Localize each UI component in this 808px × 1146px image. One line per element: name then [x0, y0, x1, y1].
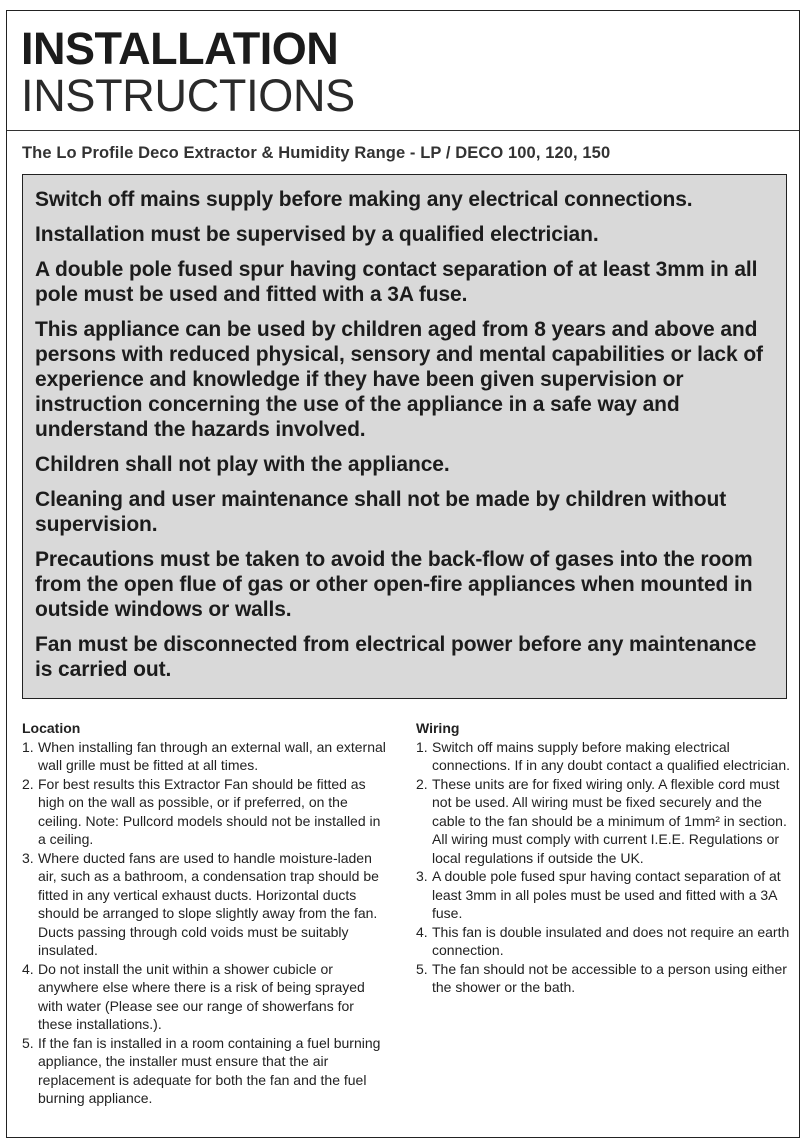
list-item [416, 775, 796, 868]
item-text: If the fan is installed in a room containing a fuel burning appliance, the installer must ensure that the air replacement is adequate for both the fan and the fuel burning appliance. [38, 1034, 381, 1106]
list-item [416, 738, 796, 775]
item-text: For best results this Extractor Fan should be fitted as high on the wall as possible, or if preferred, on the ceiling. Note: Pullcord models should not be installed in a ceiling. [38, 775, 381, 847]
item-number: 2. [22, 775, 34, 792]
wiring-heading: Wiring [416, 720, 460, 736]
list-item [22, 738, 387, 775]
list-item [416, 923, 796, 960]
item-text: When installing fan through an external wall, an external wall grille must be fitted at all times. [38, 738, 386, 773]
warning-item: Cleaning and user maintenance shall not be made by children without supervision. [35, 488, 727, 536]
item-text: A double pole fused spur having contact separation of at least 3mm in all poles must be used and fitted with a 3A fuse. [432, 868, 781, 921]
title-block [21, 25, 355, 119]
item-text: Do not install the unit within a shower cubicle or anywhere else where there is a risk of being sprayed with water (Please see our range of showerfans for these installations.). [38, 960, 365, 1032]
title-divider [7, 130, 799, 131]
list-item [416, 867, 796, 923]
item-text: The fan should not be accessible to a person using either the shower or the bath. [432, 960, 787, 995]
warning-item: Children shall not play with the appliance. [35, 453, 450, 476]
warning-item: A double pole fused spur having contact separation of at least 3mm in all pole must be used and fitted with a 3A fuse. [35, 258, 758, 306]
item-text: This fan is double insulated and does not require an earth connection. [432, 923, 790, 958]
title-instructions: INSTRUCTIONS [21, 70, 355, 121]
warning-item: Switch off mains supply before making any electrical connections. [35, 188, 693, 211]
list-item [22, 960, 387, 1034]
item-number: 1. [22, 738, 34, 755]
warning-item: Installation must be supervised by a qualified electrician. [35, 223, 599, 246]
page-frame [6, 10, 800, 1138]
location-section [22, 719, 387, 1108]
wiring-section [416, 719, 796, 997]
item-number: 5. [416, 960, 428, 977]
item-number: 4. [416, 923, 428, 940]
item-number: 5. [22, 1034, 34, 1051]
item-number: 3. [416, 868, 428, 884]
product-subtitle: The Lo Profile Deco Extractor & Humidity Range - LP / DECO 100, 120, 150 [22, 144, 611, 162]
list-item [22, 849, 387, 960]
warning-item: Fan must be disconnected from electrical power before any maintenance is carried out. [35, 633, 757, 681]
list-item [22, 775, 387, 849]
safety-warning-box [22, 174, 787, 699]
item-text: These units are for fixed wiring only. A flexible cord must not be used. All wiring must be fixed securely and the cable to the fan should be a minimum of 1mm² in section. All wiring must comply with current I.E.E. Regulations or local regulations if outside the UK. [432, 775, 787, 866]
item-text: Where ducted fans are used to handle moisture-laden air, such as a bathroom, a condensation trap should be fitted in any vertical exhaust ducts. Horizontal ducts should be arranged to slope slightly away from the fan. Ducts passing through cold voids must be suitably insulated. [38, 849, 379, 958]
item-number: 2. [416, 775, 428, 792]
item-number: 1. [416, 738, 428, 755]
list-item [22, 1034, 387, 1108]
location-list [22, 738, 387, 1108]
item-text: Switch off mains supply before making electrical connections. If in any doubt contact a qualified electrician. [432, 738, 790, 773]
wiring-list [416, 738, 796, 997]
warning-item: This appliance can be used by children aged from 8 years and above and persons with reduced physical, sensory and mental capabilities or lack of experience and knowledge if they have been given supervision or instruction concerning the use of the appliance in a safe way and understand the hazards involved. [35, 318, 763, 441]
item-number: 4. [22, 960, 34, 977]
title-installation: INSTALLATION [21, 23, 339, 74]
list-item [416, 960, 796, 997]
warning-item: Precautions must be taken to avoid the back-flow of gases into the room from the open flue of gas or other open-fire appliances when mounted in outside windows or walls. [35, 548, 753, 621]
item-number: 3. [22, 849, 34, 866]
location-heading: Location [22, 720, 81, 736]
